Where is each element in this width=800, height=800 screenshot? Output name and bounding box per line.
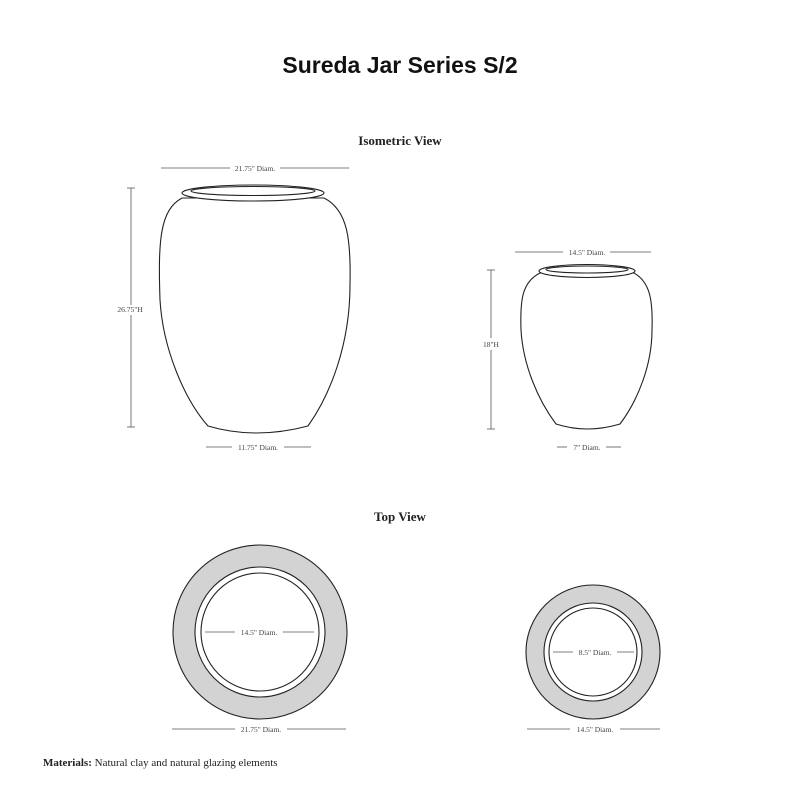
large-jar-isometric (159, 185, 350, 433)
large-height-label: 26.75"H (117, 305, 143, 314)
materials-note (43, 757, 278, 769)
small-outer-diam-label: 14.5" Diam. (576, 725, 614, 734)
small-inner-diam-label: 8.5" Diam. (578, 648, 612, 657)
large-outer-diam-label: 21.75" Diam. (240, 725, 282, 734)
materials-text: Natural clay and natural glazing elements (94, 757, 278, 769)
large-top-diam-label: 21.75" Diam. (234, 164, 276, 173)
materials-label: Materials: (43, 757, 92, 769)
isometric-view-heading: Isometric View (358, 133, 442, 148)
top-view-heading: Top View (374, 509, 426, 524)
small-height-label: 18"H (483, 340, 499, 349)
page-title: Sureda Jar Series S/2 (282, 52, 518, 78)
small-jar-isometric (521, 265, 652, 430)
large-base-diam-label: 11.75" Diam. (237, 443, 279, 452)
large-inner-diam-label: 14.5" Diam. (240, 628, 278, 637)
small-base-diam-label: 7" Diam. (573, 443, 601, 452)
small-top-diam-label: 14.5" Diam. (568, 248, 606, 257)
